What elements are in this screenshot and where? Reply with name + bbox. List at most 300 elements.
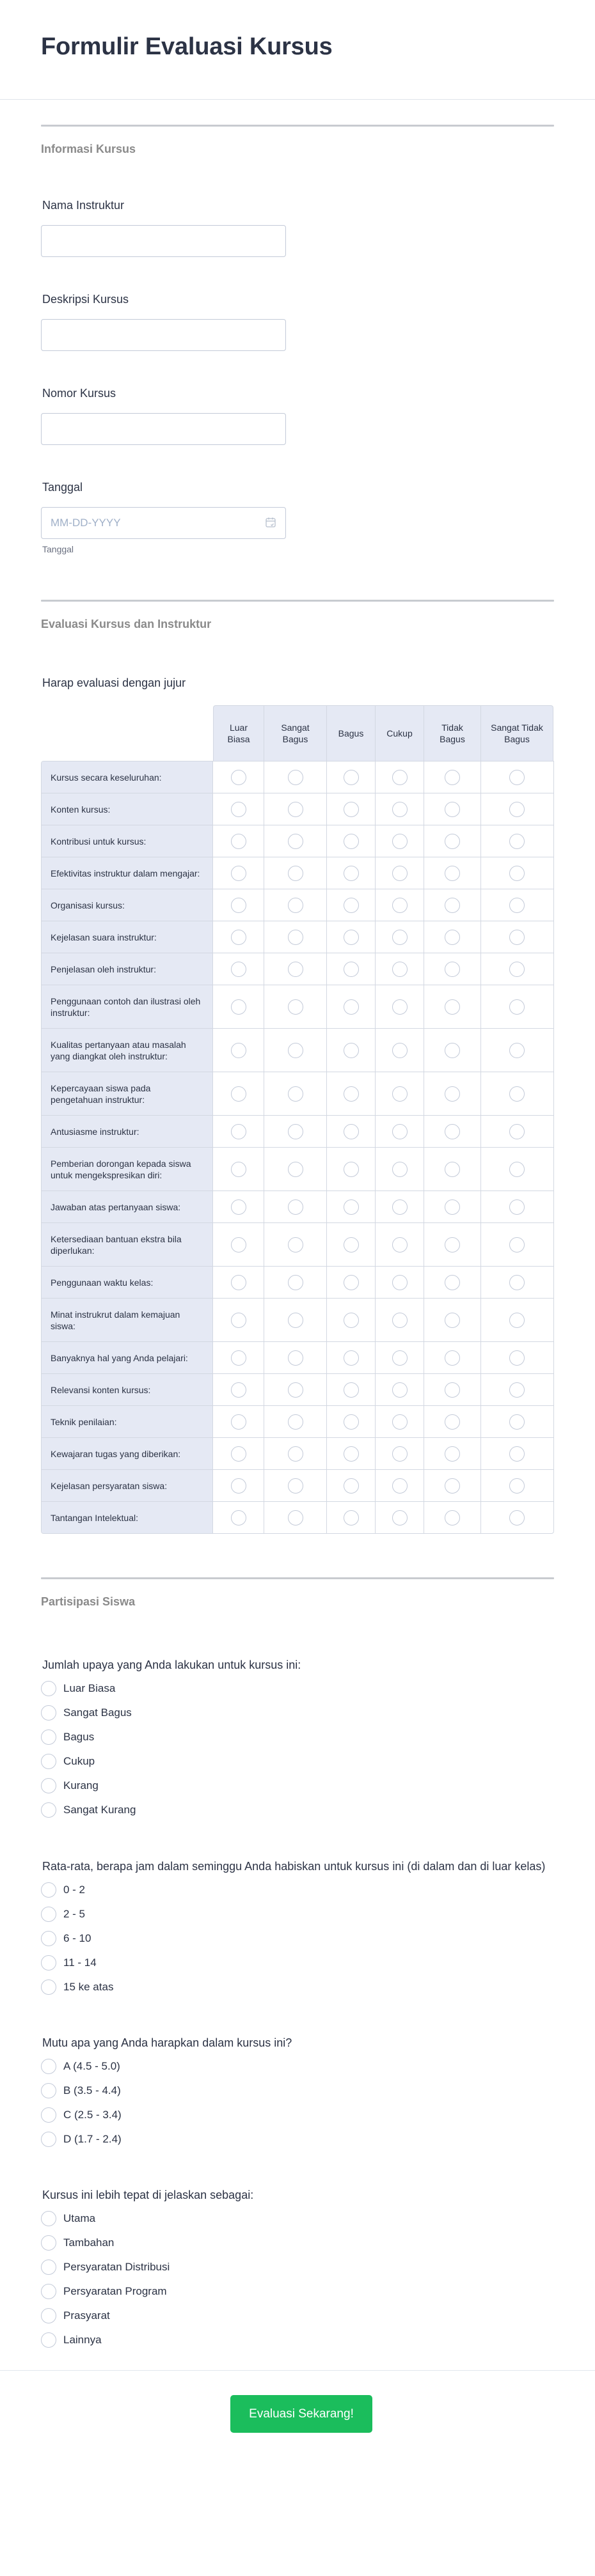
radio-button[interactable]	[231, 866, 246, 881]
radio-button[interactable]	[41, 2107, 56, 2123]
matrix-cell	[376, 1191, 424, 1222]
radio-button[interactable]	[41, 2332, 56, 2348]
radio-button[interactable]	[41, 2211, 56, 2226]
radio-button[interactable]	[509, 1414, 525, 1430]
radio-button[interactable]	[288, 999, 303, 1015]
row-label: Kepercayaan siswa pada pengetahuan instruktur:	[42, 1072, 213, 1115]
radio-button[interactable]	[445, 1199, 460, 1215]
matrix-cell	[481, 1502, 553, 1533]
row-label: Kejelasan suara instruktur:	[42, 921, 213, 953]
matrix-cell	[424, 1299, 481, 1341]
option-label: Tambahan	[63, 2236, 115, 2249]
radio-button[interactable]	[445, 866, 460, 881]
radio-option[interactable]	[41, 1926, 554, 1951]
matrix-row	[42, 761, 553, 793]
matrix-cell	[327, 1072, 376, 1115]
radio-button[interactable]	[445, 1510, 460, 1526]
matrix-cell	[213, 1223, 264, 1266]
matrix-cell	[327, 1374, 376, 1405]
radio-button[interactable]	[231, 1478, 246, 1494]
field-label: Nama Instruktur	[42, 199, 125, 212]
column-header: Sangat Bagus	[264, 705, 327, 761]
option-label: Sangat Kurang	[63, 1804, 136, 1816]
matrix-cell	[481, 1223, 553, 1266]
matrix-row	[42, 921, 553, 953]
question-jam	[41, 1859, 554, 1999]
radio-button[interactable]	[288, 898, 303, 913]
radio-option[interactable]	[41, 1701, 554, 1725]
radio-button[interactable]	[344, 930, 359, 945]
radio-button[interactable]	[41, 2308, 56, 2323]
radio-button[interactable]	[392, 1510, 408, 1526]
matrix-cell	[264, 921, 327, 953]
radio-button[interactable]	[288, 1350, 303, 1366]
radio-option[interactable]	[41, 2079, 554, 2103]
radio-button[interactable]	[231, 1510, 246, 1526]
matrix-cell	[376, 1406, 424, 1437]
radio-button[interactable]	[445, 1313, 460, 1328]
radio-button[interactable]	[445, 1350, 460, 1366]
radio-button[interactable]	[344, 1478, 359, 1494]
matrix-cell	[327, 921, 376, 953]
matrix-cell	[327, 985, 376, 1028]
radio-button[interactable]	[445, 1086, 460, 1102]
question-upaya	[41, 1657, 554, 1822]
radio-button[interactable]	[231, 1199, 246, 1215]
matrix-cell	[376, 1470, 424, 1501]
matrix-row	[42, 985, 553, 1028]
column-header: Sangat Tidak Bagus	[481, 705, 553, 761]
radio-button[interactable]	[231, 1162, 246, 1177]
radio-button[interactable]	[344, 866, 359, 881]
matrix-row	[42, 1298, 553, 1341]
radio-button[interactable]	[231, 1350, 246, 1366]
matrix-cell	[424, 857, 481, 889]
radio-option[interactable]	[41, 2328, 554, 2352]
radio-button[interactable]	[344, 1313, 359, 1328]
radio-button[interactable]	[288, 1275, 303, 1290]
radio-option[interactable]	[41, 1725, 554, 1749]
radio-button[interactable]	[344, 1510, 359, 1526]
matrix-row	[42, 889, 553, 921]
matrix-cell	[327, 1191, 376, 1222]
matrix-row	[42, 1373, 553, 1405]
matrix-row	[42, 1501, 553, 1533]
radio-option[interactable]	[41, 1951, 554, 1975]
matrix-cell	[264, 761, 327, 793]
radio-button[interactable]	[392, 1162, 408, 1177]
radio-option[interactable]	[41, 1975, 554, 1999]
option-label: Bagus	[63, 1731, 95, 1743]
option-label: 0 - 2	[63, 1884, 86, 1896]
matrix-cell	[327, 1267, 376, 1298]
radio-option[interactable]	[41, 2279, 554, 2304]
matrix-cell	[264, 985, 327, 1028]
matrix-cell	[213, 1148, 264, 1190]
radio-button[interactable]	[344, 802, 359, 817]
matrix-cell	[481, 1267, 553, 1298]
radio-button[interactable]	[445, 1275, 460, 1290]
matrix-cell	[213, 1342, 264, 1373]
matrix-cell	[264, 1191, 327, 1222]
radio-button[interactable]	[41, 2284, 56, 2299]
radio-button[interactable]	[231, 930, 246, 945]
radio-button[interactable]	[392, 770, 408, 785]
section-evaluasi	[0, 554, 595, 1534]
radio-button[interactable]	[509, 1237, 525, 1253]
radio-option[interactable]	[41, 2206, 554, 2231]
radio-button[interactable]	[288, 1382, 303, 1398]
matrix-cell	[327, 1116, 376, 1147]
radio-option[interactable]	[41, 1676, 554, 1701]
radio-option[interactable]	[41, 2304, 554, 2328]
radio-button[interactable]	[41, 1778, 56, 1793]
matrix-cell	[213, 985, 264, 1028]
matrix-cell	[376, 1029, 424, 1072]
radio-button[interactable]	[231, 1382, 246, 1398]
option-label: C (2.5 - 3.4)	[63, 2109, 122, 2121]
tanggal-date-input[interactable]	[41, 507, 286, 539]
radio-button[interactable]	[41, 2235, 56, 2251]
matrix-cell	[213, 761, 264, 793]
matrix-cell	[424, 1470, 481, 1501]
radio-button[interactable]	[41, 1705, 56, 1721]
radio-button[interactable]	[344, 898, 359, 913]
radio-button[interactable]	[445, 999, 460, 1015]
radio-button[interactable]	[231, 1446, 246, 1462]
matrix-cell	[424, 761, 481, 793]
radio-button[interactable]	[41, 2260, 56, 2275]
matrix-cell	[481, 1072, 553, 1115]
question-label: Rata-rata, berapa jam dalam seminggu Anda habiskan untuk kursus ini (di dalam dan di luar kelas)	[42, 1860, 546, 1873]
field-tanggal	[41, 481, 554, 554]
matrix-row	[42, 1028, 553, 1072]
option-label: A (4.5 - 5.0)	[63, 2060, 120, 2072]
radio-option[interactable]	[41, 2054, 554, 2079]
radio-button[interactable]	[509, 1313, 525, 1328]
matrix-cell	[376, 793, 424, 825]
calendar-icon[interactable]	[265, 517, 276, 528]
radio-button[interactable]	[344, 1350, 359, 1366]
matrix-row	[42, 1266, 553, 1298]
radio-button[interactable]	[344, 999, 359, 1015]
matrix-cell	[213, 1191, 264, 1222]
radio-button[interactable]	[392, 1043, 408, 1058]
radio-button[interactable]	[445, 802, 460, 817]
radio-button[interactable]	[445, 1237, 460, 1253]
radio-button[interactable]	[344, 1414, 359, 1430]
matrix-row	[42, 1437, 553, 1469]
radio-button[interactable]	[344, 1162, 359, 1177]
radio-button[interactable]	[288, 866, 303, 881]
radio-option[interactable]	[41, 1878, 554, 1902]
radio-button[interactable]	[344, 962, 359, 977]
radio-button[interactable]	[288, 1313, 303, 1328]
radio-button[interactable]	[344, 770, 359, 785]
radio-button[interactable]	[392, 1313, 408, 1328]
radio-button[interactable]	[344, 1237, 359, 1253]
radio-button[interactable]	[509, 898, 525, 913]
nomor-kursus-input[interactable]	[41, 413, 286, 445]
radio-button[interactable]	[231, 999, 246, 1015]
radio-button[interactable]	[392, 1350, 408, 1366]
radio-button[interactable]	[41, 1754, 56, 1769]
radio-button[interactable]	[509, 1124, 525, 1139]
matrix-cell	[481, 857, 553, 889]
radio-button[interactable]	[392, 1086, 408, 1102]
matrix-cell	[327, 857, 376, 889]
radio-option[interactable]	[41, 1774, 554, 1798]
radio-button[interactable]	[41, 2059, 56, 2074]
radio-button[interactable]	[41, 2083, 56, 2098]
radio-button[interactable]	[509, 1275, 525, 1290]
radio-button[interactable]	[392, 1275, 408, 1290]
radio-button[interactable]	[344, 1275, 359, 1290]
deskripsi-kursus-input[interactable]	[41, 319, 286, 351]
radio-button[interactable]	[231, 802, 246, 817]
radio-button[interactable]	[231, 1237, 246, 1253]
radio-button[interactable]	[509, 1446, 525, 1462]
row-label: Kejelasan persyaratan siswa:	[42, 1470, 213, 1501]
radio-option[interactable]	[41, 2127, 554, 2151]
question-mutu	[41, 2035, 554, 2151]
radio-button[interactable]	[288, 834, 303, 849]
matrix-cell	[213, 1406, 264, 1437]
matrix-cell	[213, 1470, 264, 1501]
matrix-cell	[213, 953, 264, 985]
submit-button[interactable]: Evaluasi Sekarang!	[230, 2395, 372, 2433]
radio-button[interactable]	[288, 1414, 303, 1430]
rating-matrix	[41, 705, 554, 1534]
radio-button[interactable]	[41, 1729, 56, 1745]
radio-button[interactable]	[509, 930, 525, 945]
radio-button[interactable]	[231, 1275, 246, 1290]
radio-option[interactable]	[41, 2103, 554, 2127]
radio-button[interactable]	[445, 930, 460, 945]
matrix-cell	[264, 953, 327, 985]
radio-button[interactable]	[509, 1162, 525, 1177]
radio-button[interactable]	[392, 1199, 408, 1215]
radio-button[interactable]	[41, 1907, 56, 1922]
radio-button[interactable]	[344, 1086, 359, 1102]
radio-button[interactable]	[231, 834, 246, 849]
matrix-cell	[376, 1299, 424, 1341]
radio-button[interactable]	[41, 1882, 56, 1898]
radio-button[interactable]	[41, 1955, 56, 1971]
row-label: Minat instrukrut dalam kemajuan siswa:	[42, 1299, 213, 1341]
radio-button[interactable]	[445, 1162, 460, 1177]
matrix-cell	[327, 761, 376, 793]
matrix-cell	[481, 1029, 553, 1072]
radio-button[interactable]	[288, 1510, 303, 1526]
matrix-cell	[376, 1116, 424, 1147]
radio-button[interactable]	[392, 1124, 408, 1139]
matrix-cell	[264, 1072, 327, 1115]
radio-button[interactable]	[392, 930, 408, 945]
radio-button[interactable]	[392, 1478, 408, 1494]
radio-button[interactable]	[231, 1313, 246, 1328]
matrix-cell	[327, 953, 376, 985]
field-label: Nomor Kursus	[42, 387, 116, 400]
radio-button[interactable]	[41, 1802, 56, 1818]
radio-button[interactable]	[392, 898, 408, 913]
radio-option[interactable]	[41, 1902, 554, 1926]
matrix-row	[42, 953, 553, 985]
matrix-cell	[424, 985, 481, 1028]
radio-button[interactable]	[392, 1382, 408, 1398]
radio-button[interactable]	[392, 802, 408, 817]
option-label: B (3.5 - 4.4)	[63, 2084, 121, 2096]
radio-button[interactable]	[509, 802, 525, 817]
matrix-cell	[264, 793, 327, 825]
radio-button[interactable]	[509, 1086, 525, 1102]
option-label: Kurang	[63, 1779, 99, 1791]
radio-button[interactable]	[288, 1237, 303, 1253]
row-label: Kewajaran tugas yang diberikan:	[42, 1438, 213, 1469]
option-label: Lainnya	[63, 2334, 102, 2346]
radio-button[interactable]	[509, 834, 525, 849]
radio-button[interactable]	[509, 999, 525, 1015]
radio-button[interactable]	[231, 962, 246, 977]
options-list	[41, 1878, 554, 1999]
radio-button[interactable]	[392, 999, 408, 1015]
matrix-cell	[264, 1438, 327, 1469]
radio-button[interactable]	[509, 866, 525, 881]
radio-button[interactable]	[231, 1414, 246, 1430]
radio-button[interactable]	[344, 1124, 359, 1139]
matrix-cell	[481, 953, 553, 985]
matrix-cell	[376, 921, 424, 953]
radio-button[interactable]	[509, 1510, 525, 1526]
radio-button[interactable]	[288, 1086, 303, 1102]
matrix-cell	[481, 985, 553, 1028]
radio-button[interactable]	[288, 1446, 303, 1462]
nama-instruktur-input[interactable]	[41, 225, 286, 257]
radio-button[interactable]	[288, 1162, 303, 1177]
radio-button[interactable]	[509, 1199, 525, 1215]
matrix-cell	[376, 953, 424, 985]
radio-button[interactable]	[231, 1086, 246, 1102]
radio-button[interactable]	[509, 1350, 525, 1366]
row-label: Efektivitas instruktur dalam mengajar:	[42, 857, 213, 889]
radio-button[interactable]	[231, 1043, 246, 1058]
matrix-cell	[424, 1116, 481, 1147]
matrix-cell	[424, 953, 481, 985]
radio-option[interactable]	[41, 2231, 554, 2255]
radio-button[interactable]	[288, 1478, 303, 1494]
radio-button[interactable]	[509, 1478, 525, 1494]
radio-button[interactable]	[41, 1931, 56, 1946]
radio-button[interactable]	[445, 1414, 460, 1430]
radio-button[interactable]	[231, 1124, 246, 1139]
radio-button[interactable]	[392, 962, 408, 977]
radio-button[interactable]	[509, 1382, 525, 1398]
page-title: Formulir Evaluasi Kursus	[41, 33, 333, 60]
radio-button[interactable]	[41, 1681, 56, 1696]
radio-button[interactable]	[392, 1446, 408, 1462]
matrix-question: Harap evaluasi dengan jujur	[42, 676, 186, 689]
matrix-row	[42, 1190, 553, 1222]
matrix-cell	[424, 1191, 481, 1222]
radio-button[interactable]	[392, 834, 408, 849]
radio-button[interactable]	[445, 1124, 460, 1139]
radio-button[interactable]	[509, 770, 525, 785]
radio-button[interactable]	[445, 1382, 460, 1398]
column-header: Tidak Bagus	[424, 705, 481, 761]
options-list	[41, 2054, 554, 2151]
radio-button[interactable]	[392, 1237, 408, 1253]
matrix-cell	[424, 825, 481, 857]
section-informasi-kursus	[0, 100, 595, 554]
radio-button[interactable]	[288, 962, 303, 977]
radio-button[interactable]	[288, 802, 303, 817]
radio-button[interactable]	[288, 1124, 303, 1139]
matrix-cell	[424, 889, 481, 921]
radio-button[interactable]	[288, 1043, 303, 1058]
matrix-cell	[481, 1342, 553, 1373]
radio-button[interactable]	[445, 1478, 460, 1494]
radio-button[interactable]	[231, 898, 246, 913]
radio-button[interactable]	[445, 1446, 460, 1462]
radio-button[interactable]	[392, 866, 408, 881]
matrix-header	[41, 705, 554, 761]
section-partisipasi	[0, 1534, 595, 2370]
matrix-cell	[213, 793, 264, 825]
radio-button[interactable]	[445, 770, 460, 785]
radio-button[interactable]	[288, 1199, 303, 1215]
matrix-cell	[327, 889, 376, 921]
matrix-cell	[213, 1116, 264, 1147]
matrix-row	[42, 1115, 553, 1147]
matrix-cell	[327, 825, 376, 857]
section-divider	[41, 600, 554, 602]
matrix-cell	[213, 1374, 264, 1405]
matrix-row	[42, 793, 553, 825]
matrix-cell	[327, 1406, 376, 1437]
radio-option[interactable]	[41, 1749, 554, 1774]
radio-button[interactable]	[344, 1199, 359, 1215]
row-label: Ketersediaan bantuan ekstra bila diperlukan:	[42, 1223, 213, 1266]
radio-button[interactable]	[41, 1979, 56, 1995]
radio-button[interactable]	[288, 770, 303, 785]
radio-button[interactable]	[344, 1446, 359, 1462]
radio-button[interactable]	[344, 834, 359, 849]
option-label: 6 - 10	[63, 1932, 91, 1944]
matrix-cell	[264, 1342, 327, 1373]
radio-button[interactable]	[509, 962, 525, 977]
radio-button[interactable]	[344, 1382, 359, 1398]
radio-button[interactable]	[445, 962, 460, 977]
radio-button[interactable]	[41, 2132, 56, 2147]
radio-button[interactable]	[445, 834, 460, 849]
row-label: Banyaknya hal yang Anda pelajari:	[42, 1342, 213, 1373]
form-footer	[0, 2370, 595, 2464]
radio-button[interactable]	[445, 898, 460, 913]
matrix-cell	[264, 825, 327, 857]
matrix-cell	[264, 1374, 327, 1405]
option-label: Luar Biasa	[63, 1682, 116, 1694]
matrix-cell	[376, 1342, 424, 1373]
radio-option[interactable]	[41, 1798, 554, 1822]
radio-button[interactable]	[344, 1043, 359, 1058]
question-kategori	[41, 2187, 554, 2370]
radio-button[interactable]	[231, 770, 246, 785]
radio-button[interactable]	[392, 1414, 408, 1430]
radio-button[interactable]	[509, 1043, 525, 1058]
radio-button[interactable]	[445, 1043, 460, 1058]
radio-button[interactable]	[288, 930, 303, 945]
radio-option[interactable]	[41, 2255, 554, 2279]
